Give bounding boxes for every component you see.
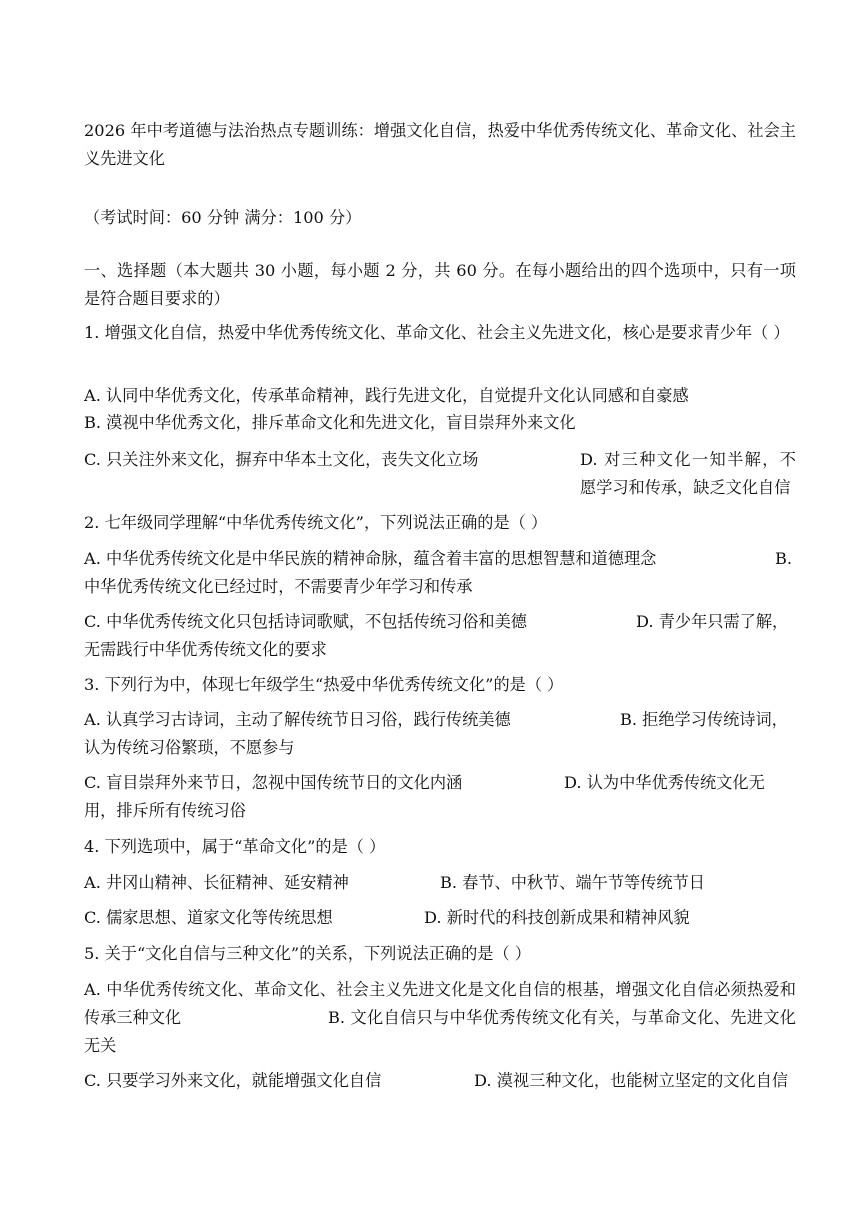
question-5-option-d: D. 漠视三种文化，也能树立坚定的文化自信 xyxy=(474,1071,789,1090)
question-2-option-c: C. 中华优秀传统文化只包括诗词歌赋，不包括传统习俗和美德 xyxy=(84,612,527,631)
question-2-stem: 2. 七年级同学理解“中华优秀传统文化”，下列说法正确的是（ ） xyxy=(84,513,548,532)
question-5-stem: 5. 关于“文化自信与三种文化”的关系，下列说法正确的是（ ） xyxy=(84,944,531,963)
question-4-options-ab xyxy=(84,869,796,897)
question-4-stem: 4. 下列选项中，属于“革命文化”的是（ ） xyxy=(84,837,386,856)
question-3-option-d: D. 认为中华优秀传统文化无用，排斥所有传统习俗 xyxy=(84,773,765,820)
question-1-option-a: A. 认同中华优秀文化，传承革命精神，践行先进文化，自觉提升文化认同感和自豪感 xyxy=(84,386,689,405)
exam-info: （考试时间：60 分钟 满分：100 分） xyxy=(84,208,362,227)
question-4-option-a: A. 井冈山精神、长征精神、延安精神 xyxy=(84,873,349,892)
document-title: 2026 年中考道德与法治热点专题训练：增强文化自信，热爱中华优秀传统文化、革命文化、社会主义先进文化 xyxy=(84,121,796,168)
question-2-option-a: A. 中华优秀传统文化是中华民族的精神命脉，蕴含着丰富的思想智慧和道德理念 xyxy=(84,549,657,568)
question-1-options-cd xyxy=(84,446,796,502)
question-2-option-b: B. 中华优秀传统文化已经过时，不需要青少年学习和传承 xyxy=(84,549,793,596)
question-3-option-a: A. 认真学习古诗词，主动了解传统节日习俗，践行传统美德 xyxy=(84,710,511,729)
section-heading: 一、选择题（本大题共 30 小题，每小题 2 分，共 60 分。在每小题给出的四个选项中，只有一项是符合题目要求的） xyxy=(84,261,796,308)
question-3-option-b: B. 拒绝学习传统诗词，认为传统习俗繁琐，不愿参与 xyxy=(84,710,788,757)
question-4-option-d: D. 新时代的科技创新成果和精神风貌 xyxy=(424,908,690,927)
question-1-option-b: B. 漠视中华优秀文化，排斥革命文化和先进文化，盲目崇拜外来文化 xyxy=(84,413,576,432)
question-2-option-d: D. 青少年只需了解，无需践行中华优秀传统文化的要求 xyxy=(84,612,789,659)
question-4-option-c: C. 儒家思想、道家文化等传统思想 xyxy=(84,908,333,927)
question-5-option-a: A. 中华优秀传统文化、革命文化、社会主义先进文化是文化自信的根基，增强文化自信必须热爱和传承三种文化 xyxy=(84,980,796,1027)
question-1-option-c: C. 只关注外来文化，摒弃中华本土文化，丧失文化立场 xyxy=(84,450,479,469)
question-4-options-cd xyxy=(84,904,796,932)
question-4-option-b: B. 春节、中秋节、端午节等传统节日 xyxy=(440,873,705,892)
question-3-option-c: C. 盲目崇拜外来节日，忽视中国传统节日的文化内涵 xyxy=(84,773,463,792)
question-3-stem: 3. 下列行为中，体现七年级学生“热爱中华优秀传统文化”的是（ ） xyxy=(84,675,564,694)
question-5-option-c: C. 只要学习外来文化，就能增强文化自信 xyxy=(84,1071,382,1090)
question-1-option-d: D. 对三种文化一知半解，不愿学习和传承，缺乏文化自信 xyxy=(580,450,796,497)
question-5-option-b: B. 文化自信只与中华优秀传统文化有关，与革命文化、先进文化无关 xyxy=(84,1008,796,1055)
question-1-stem: 1. 增强文化自信，热爱中华优秀传统文化、革命文化、社会主义先进文化，核心是要求青少年（ ） xyxy=(84,323,790,342)
